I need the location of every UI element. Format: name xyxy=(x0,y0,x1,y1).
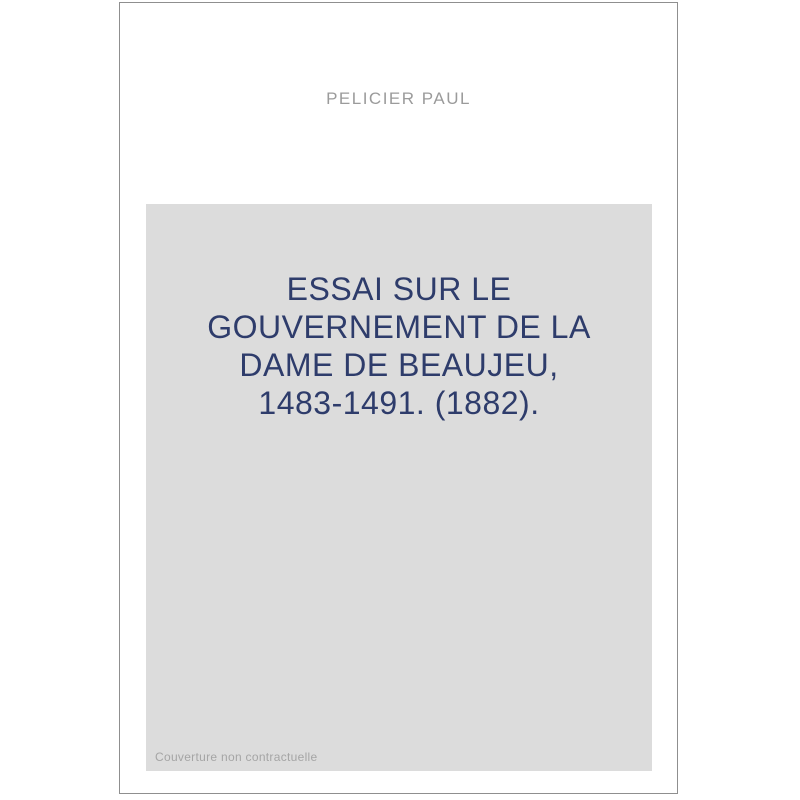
title-line: GOUVERNEMENT DE LA xyxy=(207,309,591,345)
title-panel xyxy=(146,204,652,771)
author-name: PELICIER PAUL xyxy=(326,89,471,108)
title-line: ESSAI SUR LE xyxy=(286,271,512,307)
title-line: DAME DE BEAUJEU, xyxy=(239,347,559,383)
cover-disclaimer: Couverture non contractuelle xyxy=(155,750,318,764)
title-line: 1483-1491. (1882). xyxy=(258,385,540,421)
book-title xyxy=(146,270,652,422)
book-cover xyxy=(119,2,678,794)
